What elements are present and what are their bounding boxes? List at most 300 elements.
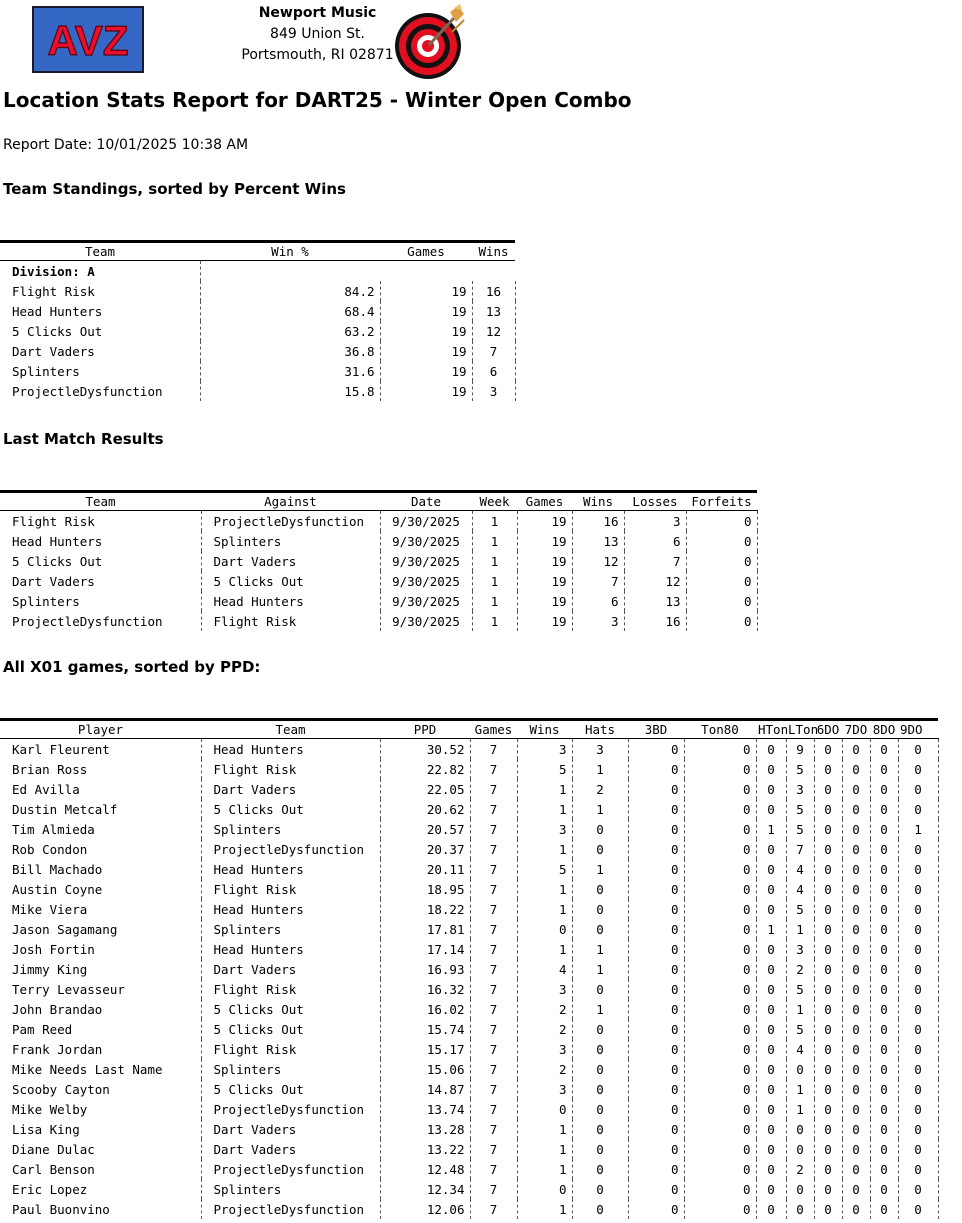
- hats-cell: 0: [572, 1199, 628, 1219]
- player-name-cell: Carl Benson: [0, 1159, 201, 1179]
- col-header-wins: Wins: [472, 242, 515, 261]
- hton-cell: 0: [756, 1039, 786, 1059]
- avz-logo-text: AVZ: [47, 17, 129, 64]
- 7do-cell: 0: [842, 1019, 870, 1039]
- 9do-cell: 0: [898, 959, 938, 979]
- col-header-ppd: PPD: [380, 720, 470, 739]
- ton80-cell: 0: [684, 859, 756, 879]
- 6do-cell: 0: [814, 1119, 842, 1139]
- wins-cell: 2: [517, 1059, 572, 1079]
- games-cell: 7: [470, 919, 517, 939]
- ppd-cell: 12.06: [380, 1199, 470, 1219]
- lton-cell: 0: [786, 1139, 814, 1159]
- ton80-cell: 0: [684, 1099, 756, 1119]
- games-cell: 19: [380, 381, 472, 401]
- 9do-cell: 0: [898, 839, 938, 859]
- hton-cell: 0: [756, 839, 786, 859]
- 6do-cell: 0: [814, 1139, 842, 1159]
- 3bd-cell: 0: [628, 779, 684, 799]
- hats-cell: 0: [572, 1119, 628, 1139]
- week-cell: 1: [472, 531, 517, 551]
- hats-cell: 0: [572, 1179, 628, 1199]
- player-row: [0, 839, 938, 859]
- wins-cell: 7: [572, 571, 624, 591]
- date-cell: 9/30/2025: [380, 551, 472, 571]
- wins-cell: 1: [517, 1139, 572, 1159]
- 7do-cell: 0: [842, 939, 870, 959]
- games-cell: 7: [470, 979, 517, 999]
- 3bd-cell: 0: [628, 939, 684, 959]
- hats-cell: 0: [572, 1059, 628, 1079]
- col-header-forfeits: Forfeits: [686, 492, 757, 511]
- 7do-cell: 0: [842, 1199, 870, 1219]
- standings-table: [0, 240, 516, 401]
- wins-cell: 2: [517, 1019, 572, 1039]
- 6do-cell: 0: [814, 1079, 842, 1099]
- 8do-cell: 0: [870, 839, 898, 859]
- ton80-cell: 0: [684, 939, 756, 959]
- division-label: Division: A: [0, 261, 200, 282]
- hton-cell: 0: [756, 739, 786, 760]
- week-cell: 1: [472, 591, 517, 611]
- games-cell: 7: [470, 1019, 517, 1039]
- week-cell: 1: [472, 571, 517, 591]
- 8do-cell: 0: [870, 1139, 898, 1159]
- lton-cell: 2: [786, 959, 814, 979]
- player-row: [0, 1179, 938, 1199]
- wins-cell: 13: [572, 531, 624, 551]
- player-row: [0, 959, 938, 979]
- ton80-cell: 0: [684, 899, 756, 919]
- wins-cell: 1: [517, 1119, 572, 1139]
- hton-cell: 0: [756, 859, 786, 879]
- against-cell: Splinters: [201, 531, 380, 551]
- ppd-cell: 20.11: [380, 859, 470, 879]
- 9do-cell: 0: [898, 999, 938, 1019]
- 6do-cell: 0: [814, 839, 842, 859]
- col-header-hton: HTon: [756, 720, 786, 739]
- team-name-cell: Splinters: [0, 591, 201, 611]
- 9do-cell: 0: [898, 879, 938, 899]
- 6do-cell: 0: [814, 1019, 842, 1039]
- 3bd-cell: 0: [628, 899, 684, 919]
- 6do-cell: 0: [814, 799, 842, 819]
- week-cell: 1: [472, 551, 517, 571]
- 6do-cell: 0: [814, 1159, 842, 1179]
- games-cell: 7: [470, 859, 517, 879]
- team-cell: Dart Vaders: [201, 1119, 380, 1139]
- lton-cell: 5: [786, 979, 814, 999]
- win-pct-cell: 31.6: [200, 361, 380, 381]
- 3bd-cell: 0: [628, 1139, 684, 1159]
- hton-cell: 0: [756, 1079, 786, 1099]
- games-cell: 19: [517, 571, 572, 591]
- player-row: [0, 759, 938, 779]
- col-header-wins: Wins: [572, 492, 624, 511]
- player-name-cell: Scooby Cayton: [0, 1079, 201, 1099]
- 6do-cell: 0: [814, 899, 842, 919]
- 6do-cell: 0: [814, 819, 842, 839]
- team-cell: Flight Risk: [201, 759, 380, 779]
- col-header-games: Games: [517, 492, 572, 511]
- hats-cell: 0: [572, 819, 628, 839]
- 8do-cell: 0: [870, 999, 898, 1019]
- hats-cell: 1: [572, 939, 628, 959]
- games-cell: 7: [470, 759, 517, 779]
- 9do-cell: 0: [898, 899, 938, 919]
- 9do-cell: 0: [898, 799, 938, 819]
- player-row: [0, 1019, 938, 1039]
- standings-header-row: [0, 242, 515, 261]
- col-header-date: Date: [380, 492, 472, 511]
- col-header-wins: Wins: [517, 720, 572, 739]
- lton-cell: 1: [786, 1079, 814, 1099]
- hton-cell: 1: [756, 819, 786, 839]
- 8do-cell: 0: [870, 1199, 898, 1219]
- hats-cell: 0: [572, 839, 628, 859]
- hats-cell: 1: [572, 999, 628, 1019]
- report-date: Report Date: 10/01/2025 10:38 AM: [3, 137, 249, 153]
- team-name-cell: Flight Risk: [0, 281, 200, 301]
- team-name-cell: Dart Vaders: [0, 571, 201, 591]
- games-cell: 7: [470, 779, 517, 799]
- x01-header-row: [0, 720, 938, 739]
- player-row: [0, 879, 938, 899]
- team-cell: ProjectleDysfunction: [201, 1099, 380, 1119]
- report-title: Location Stats Report for DART25 - Winter Open Combo: [3, 88, 632, 112]
- player-row: [0, 1059, 938, 1079]
- 8do-cell: 0: [870, 1099, 898, 1119]
- 8do-cell: 0: [870, 979, 898, 999]
- team-cell: Splinters: [201, 1179, 380, 1199]
- hton-cell: 0: [756, 979, 786, 999]
- ton80-cell: 0: [684, 799, 756, 819]
- wins-cell: 6: [472, 361, 515, 381]
- team-name-cell: Head Hunters: [0, 301, 200, 321]
- last-match-table: [0, 490, 758, 631]
- games-cell: 7: [470, 1079, 517, 1099]
- lton-cell: 1: [786, 919, 814, 939]
- player-name-cell: Frank Jordan: [0, 1039, 201, 1059]
- 7do-cell: 0: [842, 759, 870, 779]
- hton-cell: 0: [756, 1119, 786, 1139]
- hats-cell: 0: [572, 899, 628, 919]
- hats-cell: 0: [572, 1099, 628, 1119]
- games-cell: 7: [470, 959, 517, 979]
- match-row: [0, 511, 757, 532]
- wins-cell: 7: [472, 341, 515, 361]
- hats-cell: 0: [572, 1159, 628, 1179]
- 7do-cell: 0: [842, 919, 870, 939]
- ton80-cell: 0: [684, 1079, 756, 1099]
- 3bd-cell: 0: [628, 1099, 684, 1119]
- 3bd-cell: 0: [628, 819, 684, 839]
- hats-cell: 0: [572, 919, 628, 939]
- 9do-cell: 0: [898, 1079, 938, 1099]
- lton-cell: 0: [786, 1199, 814, 1219]
- wins-cell: 3: [517, 979, 572, 999]
- date-cell: 9/30/2025: [380, 611, 472, 631]
- player-name-cell: Dustin Metcalf: [0, 799, 201, 819]
- ton80-cell: 0: [684, 979, 756, 999]
- 7do-cell: 0: [842, 859, 870, 879]
- ton80-cell: 0: [684, 779, 756, 799]
- wins-cell: 12: [572, 551, 624, 571]
- hats-cell: 1: [572, 759, 628, 779]
- wins-cell: 6: [572, 591, 624, 611]
- wins-cell: 1: [517, 939, 572, 959]
- ton80-cell: 0: [684, 1159, 756, 1179]
- win-pct-cell: 36.8: [200, 341, 380, 361]
- ppd-cell: 14.87: [380, 1079, 470, 1099]
- col-header-9do: 9DO: [898, 720, 938, 739]
- games-cell: 7: [470, 1159, 517, 1179]
- wins-cell: 1: [517, 879, 572, 899]
- 6do-cell: 0: [814, 1039, 842, 1059]
- hats-cell: 1: [572, 799, 628, 819]
- col-header-team: Team: [0, 492, 201, 511]
- win-pct-cell: 84.2: [200, 281, 380, 301]
- 7do-cell: 0: [842, 899, 870, 919]
- 6do-cell: 0: [814, 919, 842, 939]
- team-name-cell: 5 Clicks Out: [0, 551, 201, 571]
- against-cell: ProjectleDysfunction: [201, 511, 380, 532]
- 9do-cell: 0: [898, 1019, 938, 1039]
- 6do-cell: 0: [814, 739, 842, 760]
- forfeits-cell: 0: [686, 571, 757, 591]
- 7do-cell: 0: [842, 1059, 870, 1079]
- standings-row: [0, 281, 515, 301]
- games-cell: 7: [470, 879, 517, 899]
- losses-cell: 13: [624, 591, 686, 611]
- col-header-7do: 7DO: [842, 720, 870, 739]
- wins-cell: 0: [517, 1179, 572, 1199]
- games-cell: 7: [470, 1099, 517, 1119]
- 3bd-cell: 0: [628, 759, 684, 779]
- last-match-section-title: Last Match Results: [3, 430, 164, 448]
- team-cell: ProjectleDysfunction: [201, 839, 380, 859]
- 3bd-cell: 0: [628, 839, 684, 859]
- ton80-cell: 0: [684, 1199, 756, 1219]
- hats-cell: 1: [572, 959, 628, 979]
- 9do-cell: 0: [898, 919, 938, 939]
- hton-cell: 0: [756, 939, 786, 959]
- lton-cell: 0: [786, 1059, 814, 1079]
- player-name-cell: Tim Almieda: [0, 819, 201, 839]
- games-cell: 19: [380, 301, 472, 321]
- player-row: [0, 1039, 938, 1059]
- lton-cell: 4: [786, 859, 814, 879]
- wins-cell: 1: [517, 899, 572, 919]
- 3bd-cell: 0: [628, 1019, 684, 1039]
- team-cell: Head Hunters: [201, 859, 380, 879]
- player-name-cell: Bill Machado: [0, 859, 201, 879]
- player-name-cell: Mike Needs Last Name: [0, 1059, 201, 1079]
- games-cell: 19: [517, 551, 572, 571]
- lton-cell: 2: [786, 1159, 814, 1179]
- games-cell: 7: [470, 1179, 517, 1199]
- lton-cell: 0: [786, 1179, 814, 1199]
- ton80-cell: 0: [684, 1139, 756, 1159]
- ppd-cell: 18.22: [380, 899, 470, 919]
- 8do-cell: 0: [870, 1079, 898, 1099]
- 9do-cell: 0: [898, 1119, 938, 1139]
- col-header-team: Team: [201, 720, 380, 739]
- ppd-cell: 16.93: [380, 959, 470, 979]
- hats-cell: 3: [572, 739, 628, 760]
- ppd-cell: 17.81: [380, 919, 470, 939]
- ton80-cell: 0: [684, 1039, 756, 1059]
- wins-cell: 3: [472, 381, 515, 401]
- 7do-cell: 0: [842, 1139, 870, 1159]
- lton-cell: 7: [786, 839, 814, 859]
- ton80-cell: 0: [684, 999, 756, 1019]
- forfeits-cell: 0: [686, 511, 757, 532]
- 7do-cell: 0: [842, 1079, 870, 1099]
- wins-cell: 3: [517, 1039, 572, 1059]
- wins-cell: 16: [472, 281, 515, 301]
- 9do-cell: 0: [898, 1159, 938, 1179]
- lton-cell: 5: [786, 899, 814, 919]
- team-cell: 5 Clicks Out: [201, 1019, 380, 1039]
- team-name-cell: ProjectleDysfunction: [0, 611, 201, 631]
- col-header-3bd: 3BD: [628, 720, 684, 739]
- 7do-cell: 0: [842, 1039, 870, 1059]
- games-cell: 7: [470, 739, 517, 760]
- col-header-ton80: Ton80: [684, 720, 756, 739]
- 7do-cell: 0: [842, 799, 870, 819]
- 3bd-cell: 0: [628, 1159, 684, 1179]
- lton-cell: 1: [786, 1099, 814, 1119]
- losses-cell: 6: [624, 531, 686, 551]
- 8do-cell: 0: [870, 1019, 898, 1039]
- 6do-cell: 0: [814, 879, 842, 899]
- player-row: [0, 939, 938, 959]
- wins-cell: 2: [517, 999, 572, 1019]
- player-name-cell: Lisa King: [0, 1119, 201, 1139]
- against-cell: Flight Risk: [201, 611, 380, 631]
- player-name-cell: Mike Viera: [0, 899, 201, 919]
- ton80-cell: 0: [684, 1119, 756, 1139]
- wins-cell: 13: [472, 301, 515, 321]
- ton80-cell: 0: [684, 1019, 756, 1039]
- 3bd-cell: 0: [628, 879, 684, 899]
- hton-cell: 0: [756, 1179, 786, 1199]
- wins-cell: 3: [517, 819, 572, 839]
- hton-cell: 0: [756, 1099, 786, 1119]
- wins-cell: 1: [517, 839, 572, 859]
- lton-cell: 9: [786, 739, 814, 760]
- ton80-cell: 0: [684, 819, 756, 839]
- 9do-cell: 1: [898, 819, 938, 839]
- 6do-cell: 0: [814, 1179, 842, 1199]
- 3bd-cell: 0: [628, 1079, 684, 1099]
- 9do-cell: 0: [898, 1099, 938, 1119]
- 8do-cell: 0: [870, 759, 898, 779]
- lton-cell: 4: [786, 879, 814, 899]
- hats-cell: 0: [572, 879, 628, 899]
- games-cell: 7: [470, 1059, 517, 1079]
- 7do-cell: 0: [842, 979, 870, 999]
- wins-cell: 5: [517, 859, 572, 879]
- hton-cell: 0: [756, 1019, 786, 1039]
- week-cell: 1: [472, 511, 517, 532]
- player-row: [0, 899, 938, 919]
- 8do-cell: 0: [870, 919, 898, 939]
- forfeits-cell: 0: [686, 551, 757, 571]
- 8do-cell: 0: [870, 739, 898, 760]
- 9do-cell: 0: [898, 1179, 938, 1199]
- 8do-cell: 0: [870, 799, 898, 819]
- wins-cell: 4: [517, 959, 572, 979]
- 6do-cell: 0: [814, 759, 842, 779]
- wins-cell: 16: [572, 511, 624, 532]
- col-header-games: Games: [470, 720, 517, 739]
- player-row: [0, 1099, 938, 1119]
- 3bd-cell: 0: [628, 1179, 684, 1199]
- player-name-cell: Austin Coyne: [0, 879, 201, 899]
- forfeits-cell: 0: [686, 591, 757, 611]
- team-cell: Flight Risk: [201, 1039, 380, 1059]
- 3bd-cell: 0: [628, 1039, 684, 1059]
- col-header-team: Team: [0, 242, 200, 261]
- standings-section-title: Team Standings, sorted by Percent Wins: [3, 180, 346, 198]
- wins-cell: 1: [517, 779, 572, 799]
- hton-cell: 0: [756, 959, 786, 979]
- 3bd-cell: 0: [628, 1119, 684, 1139]
- ppd-cell: 16.02: [380, 999, 470, 1019]
- 9do-cell: 0: [898, 1059, 938, 1079]
- team-cell: Head Hunters: [201, 739, 380, 760]
- 9do-cell: 0: [898, 759, 938, 779]
- losses-cell: 7: [624, 551, 686, 571]
- 9do-cell: 0: [898, 1199, 938, 1219]
- wins-cell: 3: [572, 611, 624, 631]
- games-cell: 7: [470, 1119, 517, 1139]
- date-cell: 9/30/2025: [380, 531, 472, 551]
- team-name-cell: Splinters: [0, 361, 200, 381]
- hats-cell: 0: [572, 979, 628, 999]
- ppd-cell: 18.95: [380, 879, 470, 899]
- 9do-cell: 0: [898, 979, 938, 999]
- player-name-cell: Jimmy King: [0, 959, 201, 979]
- 8do-cell: 0: [870, 939, 898, 959]
- 8do-cell: 0: [870, 1119, 898, 1139]
- hton-cell: 1: [756, 919, 786, 939]
- ppd-cell: 20.57: [380, 819, 470, 839]
- games-cell: 19: [517, 531, 572, 551]
- player-row: [0, 1119, 938, 1139]
- games-cell: 19: [380, 361, 472, 381]
- team-name-cell: 5 Clicks Out: [0, 321, 200, 341]
- 9do-cell: 0: [898, 939, 938, 959]
- player-row: [0, 779, 938, 799]
- match-row: [0, 611, 757, 631]
- hton-cell: 0: [756, 1139, 786, 1159]
- standings-row: [0, 361, 515, 381]
- wins-cell: 3: [517, 1079, 572, 1099]
- player-name-cell: Eric Lopez: [0, 1179, 201, 1199]
- 7do-cell: 0: [842, 739, 870, 760]
- player-name-cell: John Brandao: [0, 999, 201, 1019]
- 3bd-cell: 0: [628, 959, 684, 979]
- team-cell: Splinters: [201, 1059, 380, 1079]
- hats-cell: 0: [572, 1139, 628, 1159]
- last-match-header-row: [0, 492, 757, 511]
- ton80-cell: 0: [684, 959, 756, 979]
- lton-cell: 5: [786, 759, 814, 779]
- match-row: [0, 571, 757, 591]
